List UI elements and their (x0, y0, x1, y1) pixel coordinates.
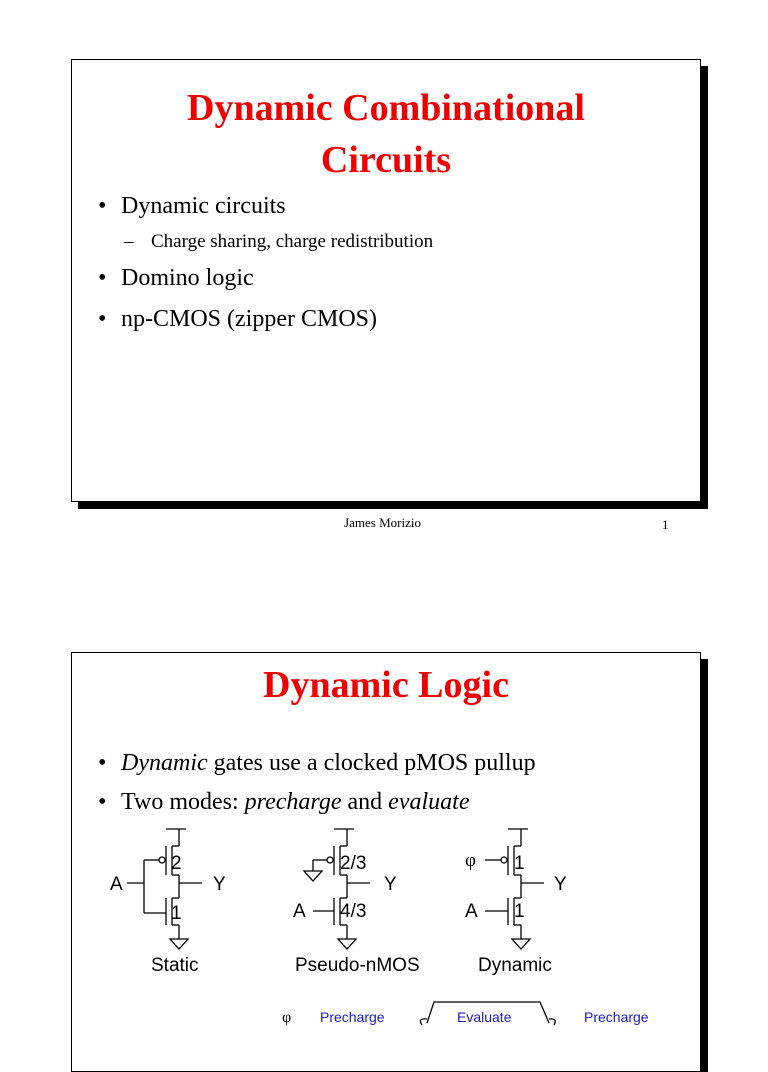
pseudo-nmos-inverter (304, 829, 370, 949)
static-ground-icon (170, 939, 188, 949)
footer-page-number: 1 (662, 517, 669, 532)
dynamic-ground-icon (512, 939, 530, 949)
pseudo-input-label: A (293, 901, 306, 922)
italic-precharge: precharge (244, 789, 342, 815)
pseudo-output-label: Y (384, 874, 397, 895)
bullet-domino-logic (98, 263, 254, 293)
static-inverter (127, 829, 202, 949)
bullet-marker: • (98, 193, 107, 219)
bullet-marker: • (98, 789, 107, 815)
dynamic-clock-label: φ (465, 850, 476, 871)
bullet-dynamic-circuits (98, 191, 286, 221)
dynamic-output-label: Y (554, 874, 567, 895)
circuit-diagrams (72, 653, 700, 1033)
clock-edge-right (549, 1019, 555, 1025)
bullet-text-prefix: Two modes: (121, 789, 245, 815)
dynamic-pmos-size: 1 (514, 853, 525, 874)
bullet-text: Domino logic (121, 265, 254, 291)
bullet-text: gates use a clocked pMOS pullup (207, 750, 536, 776)
sub-bullet-text: Charge sharing, charge redistribution (151, 231, 434, 252)
timing-phase-precharge-1: Precharge (320, 1009, 385, 1025)
static-input-label: A (110, 874, 123, 895)
italic-dynamic: Dynamic (121, 750, 208, 776)
sub-bullet-marker: – (124, 231, 134, 252)
italic-evaluate: evaluate (388, 789, 470, 815)
pseudo-pmos-ground-icon (304, 871, 322, 881)
bullet-marker: • (98, 265, 107, 291)
clock-edge-left (420, 1019, 427, 1025)
bullet-text: np-CMOS (zipper CMOS) (121, 306, 377, 332)
slide-2 (71, 652, 701, 1072)
timing-clock-label: φ (282, 1009, 292, 1026)
dynamic-input-label: A (465, 901, 478, 922)
slide-1-title (72, 82, 700, 186)
pseudo-caption: Pseudo-nMOS (295, 955, 420, 976)
bullet-np-cmos (98, 304, 377, 334)
slide-2-title: Dynamic Logic (263, 664, 509, 706)
dynamic-inverter (485, 829, 544, 949)
dynamic-pmos-bubble (501, 857, 507, 863)
static-output-label: Y (213, 874, 226, 895)
slide-1-title-line-1: Dynamic Combinational (187, 87, 585, 129)
pseudo-pmos-size: 2/3 (340, 853, 367, 874)
bullet-text: Dynamic circuits (121, 193, 286, 219)
static-nmos-size: 1 (171, 903, 182, 924)
static-caption: Static (151, 955, 199, 976)
static-pmos-bubble (159, 857, 165, 863)
pseudo-nmos-size: 4/3 (340, 901, 367, 922)
static-pmos-size: 2 (171, 853, 182, 874)
pseudo-ground-icon (338, 939, 356, 949)
slide-1-title-line-2: Circuits (320, 139, 452, 181)
footer-author: James Morizio (344, 515, 421, 530)
pseudo-pmos-bubble (327, 857, 333, 863)
dynamic-caption: Dynamic (478, 955, 552, 976)
timing-phase-precharge-2: Precharge (584, 1009, 649, 1025)
slide-1 (71, 59, 701, 502)
sub-bullet-charge-sharing (124, 230, 433, 254)
dynamic-nmos-size: 1 (514, 901, 525, 922)
timing-phase-evaluate: Evaluate (457, 1009, 512, 1025)
bullet-marker: • (98, 750, 107, 776)
bullet-text-mid: and (341, 789, 389, 815)
bullet-marker: • (98, 306, 107, 332)
